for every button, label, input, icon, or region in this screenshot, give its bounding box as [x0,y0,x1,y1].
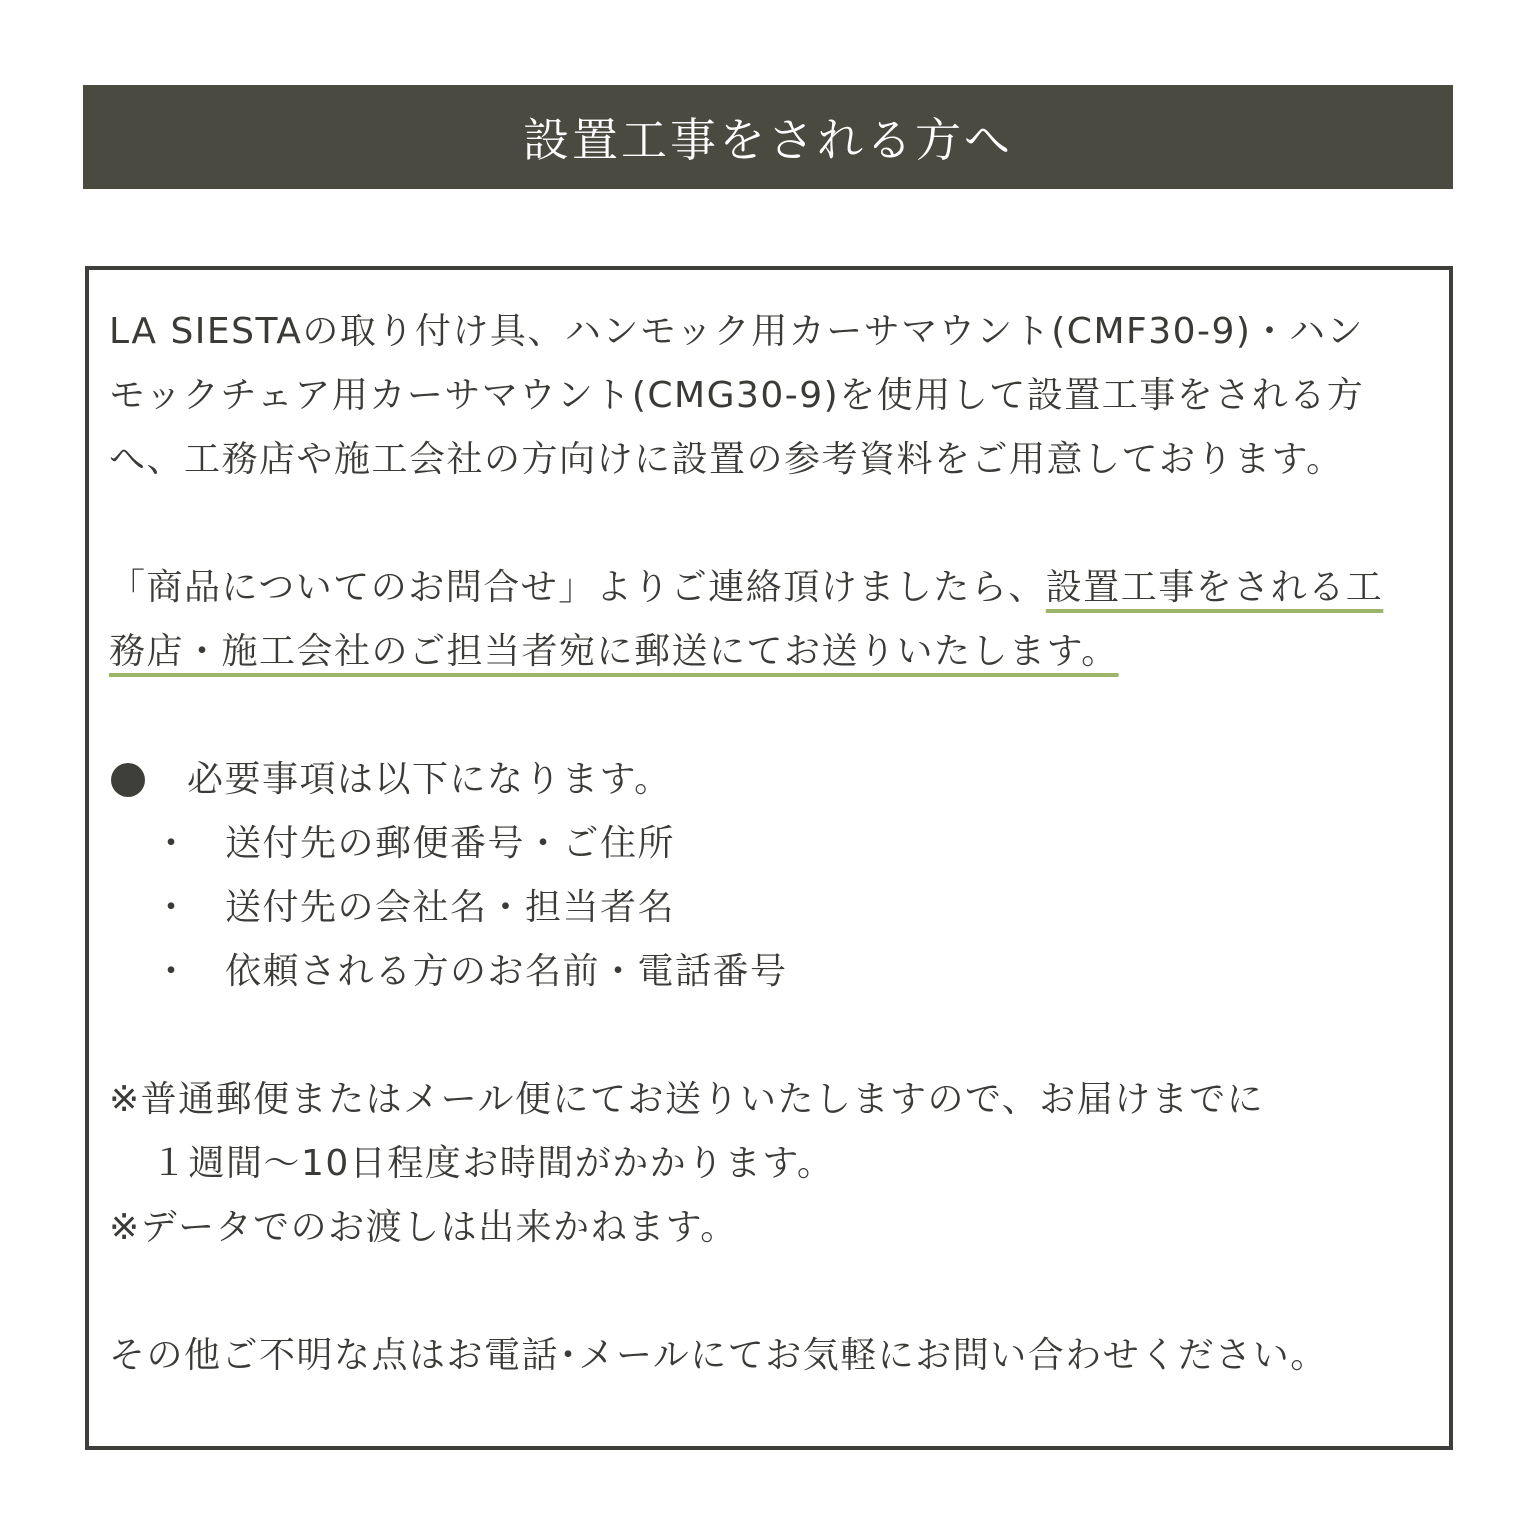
intro-line-1: LA SIESTAの取り付け具、ハンモック用カーサマウント(CMF30-9)・ハン [109,311,1364,352]
bullet-mark: ・ [153,951,191,992]
note-2: ※データでのお渡しは出来かねます。 [109,1207,738,1248]
bullet-mark: ・ [153,887,191,928]
spacer [109,684,1429,748]
requirements-heading [109,748,1429,812]
intro-line-2: モックチェア用カーサマウント(CMG30-9)を使用して設置工事をされる方 [109,375,1365,416]
footer-text: その他ご不明な点はお電話･メールにてお気軽にお問い合わせください。 [109,1335,1328,1376]
contact-paragraph [109,556,1429,684]
spacer [109,1004,1429,1068]
spacer [109,1260,1429,1324]
spacer [109,492,1429,556]
page-title: 設置工事をされる方へ [523,113,1013,167]
list-item [109,876,1429,940]
content-box [85,266,1453,1450]
footer-paragraph [109,1324,1429,1388]
contact-highlight-2: 務店・施工会社のご担当者宛に郵送にてお送りいたします。 [109,631,1119,672]
page-title-banner [83,85,1453,189]
list-item [109,940,1429,1004]
requirement-text: 依頼される方のお名前・電話番号 [225,951,788,992]
requirements-heading-text: 必要事項は以下になります。 [187,759,672,800]
intro-paragraph [109,300,1429,492]
intro-line-3: へ、工務店や施工会社の方向けに設置の参考資料をご用意しております。 [109,439,1344,480]
list-item [109,812,1429,876]
requirement-text: 送付先の会社名・担当者名 [225,887,676,928]
notes-paragraph [109,1068,1429,1260]
note-1-line-1: ※普通郵便またはメール便にてお送りいたしますので、お届けまでに [109,1079,1265,1120]
note-1-line-2: １週間～10日程度お時間がかかります。 [151,1143,835,1184]
bullet-circle-icon [111,763,145,797]
contact-line-1: 「商品についてのお問合せ」よりご連絡頂けましたら、 [109,567,1046,608]
requirement-text: 送付先の郵便番号・ご住所 [225,823,676,864]
contact-highlight-1: 設置工事をされる工 [1045,567,1384,608]
requirements-list [109,812,1429,1004]
bullet-mark: ・ [153,823,191,864]
